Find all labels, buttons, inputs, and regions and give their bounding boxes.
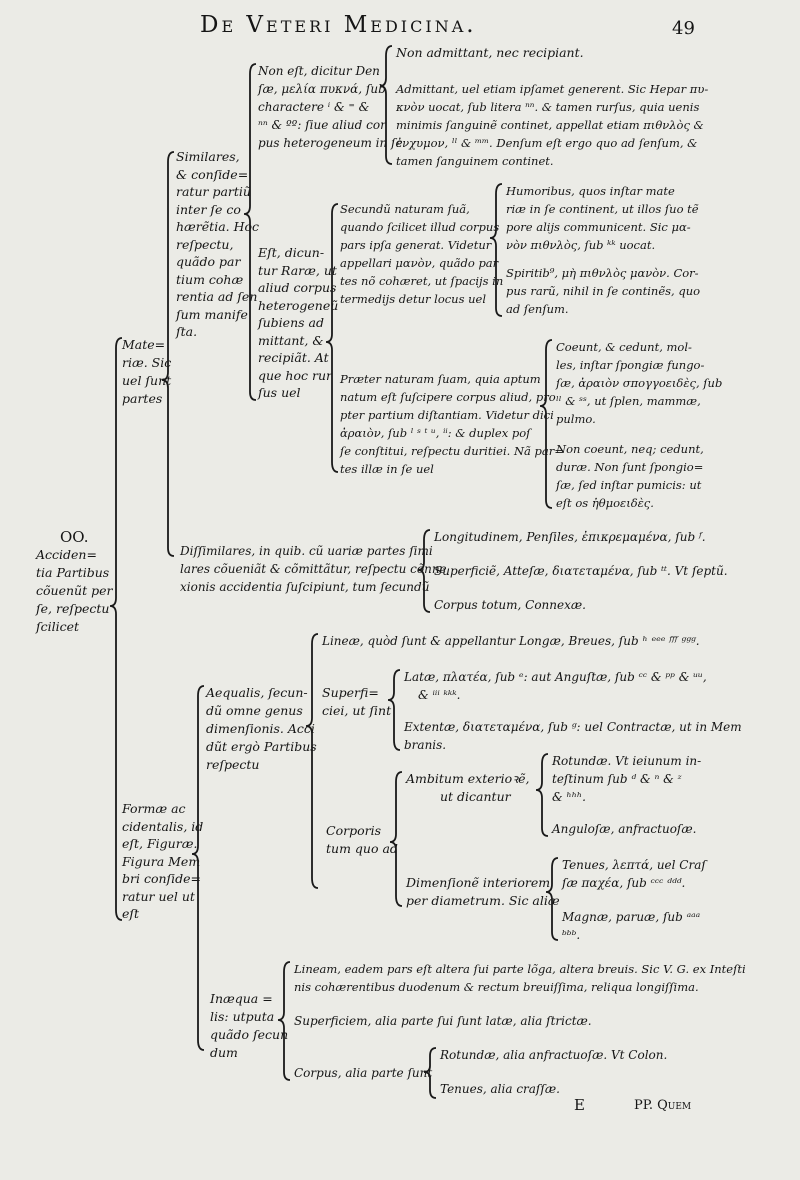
node-corpus-alia <box>294 1064 432 1082</box>
ambitum-line: Ambitum exterioꝛẽ, <box>406 771 530 786</box>
coeunt-line: pulmo. <box>556 412 596 426</box>
praeter-line: natum eſt ſuſcipere corpus aliud, pro <box>340 390 556 404</box>
tenues-line: ſæ παχέα, ſub ᶜᶜᶜ ᵈᵈᵈ. <box>562 876 686 890</box>
est-rarae-line: recipiãt. At <box>258 350 329 365</box>
est-rarae-line: heterogeneũ <box>258 297 339 313</box>
magnae-line: ᵇᵇᵇ. <box>562 928 581 942</box>
humoribus-line: riæ in ſe continent, ut illos ſuo tẽ <box>506 202 699 216</box>
node-aequalis <box>206 684 317 774</box>
lineam-line: Lineam, eadem pars eſt altera ſui parte lõga, altera breuis. Sic V. G. ex Inteſti <box>294 962 746 976</box>
aequalis-line: dũt ergò Partibus <box>206 739 317 754</box>
node-coeunt <box>556 338 722 428</box>
similares-line: ſum manife <box>176 306 248 322</box>
rotundae-colon-line: Rotundæ, alia anfractuoſæ. Vt Colon. <box>440 1048 668 1062</box>
node-secundum <box>340 200 503 308</box>
praeter-line: ἀραιὸν, ſub ˡ ˢ ᵗ ᵘ, ⁱⁱ: & duplex poſ <box>340 426 531 440</box>
page-number: 49 <box>672 18 695 39</box>
node-dimensione <box>406 874 560 910</box>
non-coeunt-line: duræ. Non ſunt ſpongio= <box>556 460 704 474</box>
node-latae <box>404 668 707 704</box>
similares-line: inter ſe co <box>176 201 241 217</box>
secundum-line: tes nõ cohæret, ut ſpacijs in <box>340 274 504 288</box>
lineae-line: Lineæ, quòd ſunt & appellantur Longæ, Breues, ſub ʰ ᵉᵉᵉ ᶠᶠᶠ ᵍᵍᵍ. <box>322 634 700 648</box>
non-coeunt-line: ſæ, ſed inſtar pumicis: ut <box>556 478 702 492</box>
humoribus-line: Humoribus, quos inſtar mate <box>506 184 675 198</box>
admittant-line: minimis ſanguinẽ continet, appellat etiam πιθνλὸς & <box>396 118 704 132</box>
inaequalis-line: lis: utputa <box>210 1009 275 1024</box>
tenues-crassae-line: Tenues, alia craſſæ. <box>440 1082 560 1096</box>
formae-line: eſt <box>122 906 140 921</box>
secundum-line: termedijs detur locus uel <box>340 292 487 306</box>
latae-line: & ⁱⁱⁱ ᵏᵏᵏ. <box>418 688 461 702</box>
longitudinem-line: Longitudinem, Penſiles, ἐπικρεμαμένα, ſub ᶠ. <box>434 530 706 544</box>
node-non-admittant <box>396 44 584 62</box>
coeunt-line: les, inſtar ſpongiæ fungo- <box>556 358 705 372</box>
corpus-totum-line: Corpus totum, Connexæ. <box>434 598 586 612</box>
superficiei-line: ciei, ut ſint <box>322 703 392 718</box>
node-dissimilares <box>180 542 447 596</box>
est-rarae-line: tur Raræ, ut <box>258 262 337 278</box>
formae-line: Formæ ac <box>122 801 186 816</box>
lineam-line: nis cohærentibus duodenum & rectum breuiſſima, reliqua longiſſima. <box>294 980 699 994</box>
dissimilares-line: xionis accidentia ſuſcipiunt, tum ſecundũ <box>180 580 430 594</box>
aequalis-line: dimenſionis. Acci <box>206 721 315 736</box>
admittant-line: κνὸν uocat, ſub litera ⁿⁿ. & tamen rurſus, quia uenis <box>396 100 700 114</box>
node-longitudinem <box>434 528 706 546</box>
praeter-line: ſe conſtitui, reſpectu duritiei. Nã par= <box>340 444 564 458</box>
superficiem-line: Superficiem, alia parte ſui ſunt latæ, alia ſtrictæ. <box>294 1014 592 1028</box>
node-magnae <box>562 908 700 944</box>
node-corporis <box>326 822 398 858</box>
corpus-alia-line: Corpus, alia parte ſunt <box>294 1066 433 1080</box>
rotundae-line: Rotundæ. Vt ieiunum in- <box>552 754 702 768</box>
magnae-line: Magnæ, paruæ, ſub ᵃᵃᵃ <box>562 910 701 924</box>
admittant-line: tamen ſanguinem continet. <box>396 154 554 168</box>
node-humoribus <box>506 182 699 254</box>
node-non-est <box>258 62 403 152</box>
node-inaequalis <box>210 990 288 1062</box>
similares-line: hærẽtia. Hoc <box>176 219 260 234</box>
aequalis-line: dũ omne genus <box>206 703 303 718</box>
rotundae-line: teſtinum ſub ᵈ & ⁿ & ᶻ <box>552 772 682 786</box>
angulosae-line: Anguloſæ, anfractuoſæ. <box>552 822 697 836</box>
aequalis-line: reſpectu <box>206 757 260 772</box>
root-line: cõuenũt per <box>36 583 113 598</box>
running-head: De Veteri Medicina. <box>200 12 477 38</box>
similares-line: tium cohæ <box>176 271 244 287</box>
humoribus-line: pore alijs communicent. Sic μα- <box>506 220 691 234</box>
similares-line: ſta. <box>176 324 198 339</box>
materia-line: uel ſunt <box>122 373 172 388</box>
node-praeter <box>340 370 564 478</box>
dimensione-line: per diametrum. Sic aliæ <box>406 893 560 908</box>
non-est-line: pus heterogeneum in ſe <box>258 136 403 150</box>
est-rarae-line: ſus uel <box>258 385 301 400</box>
coeunt-line: ſæ, ἀραιὸν σπογγοειδὲς, ſub <box>556 376 723 390</box>
non-est-line: charactere ⁱ & ⁼ & <box>258 100 370 114</box>
node-superficie <box>434 562 728 580</box>
brace-ambitum <box>536 754 548 836</box>
corporis-line: Corporis <box>326 823 381 838</box>
non-coeunt-line: eſt os ἠθμοειδὲς. <box>556 496 654 510</box>
similares-line: Similares, <box>176 149 240 164</box>
node-corpus-totum <box>434 596 586 614</box>
praeter-line: tes illæ in ſe uel <box>340 462 434 476</box>
materia-line: riæ. Sic <box>122 355 172 370</box>
materia-line: partes <box>122 391 163 406</box>
similares-line: quãdo par <box>176 254 241 269</box>
node-root <box>36 528 112 636</box>
node-spiritibus <box>506 264 700 318</box>
inaequalis-line: dum <box>210 1045 238 1060</box>
spiritibus-line: ad ſenſum. <box>506 302 569 316</box>
node-similares <box>176 148 259 341</box>
latae-line: Latæ, πλατέα, ſub ᵉ: aut Anguſtæ, ſub ᶜᶜ & ᵖᵖ & ᵘᵘ, <box>404 670 707 684</box>
extentae-line: Extentæ, διατεταμένα, ſub ᵍ: uel Contractæ, ut in Mem <box>404 720 742 734</box>
inaequalis-line: Inæqua = <box>210 991 273 1006</box>
node-tenues-crassae <box>440 1080 560 1098</box>
dissimilares-line: Diſſimilares, in quib. cũ uariæ partes ſimi <box>180 544 433 558</box>
admittant-line: ἐνχυμον, ˡˡ & ᵐᵐ. Denſum eſt ergo quo ad ſenſum, & <box>396 136 698 150</box>
est-rarae-line: mittant, & <box>258 332 324 348</box>
coeunt-line: ˡˡ & ˢˢ, ut ſplen, mammæ, <box>556 394 701 408</box>
root-line: Acciden= <box>36 547 97 562</box>
formae-line: cidentalis, id <box>122 818 204 834</box>
node-extentae <box>404 718 742 754</box>
non-est-line: ⁿⁿ & ºº: ſiue aliud cor <box>258 118 386 132</box>
spiritibus-line: pus rarũ, nihil in ſe continẽs, quo <box>506 284 701 298</box>
extentae-line: branis. <box>404 738 447 752</box>
node-admittant <box>396 80 708 170</box>
rotundae-line: & ʰʰʰ. <box>552 790 586 804</box>
node-tenues <box>562 856 706 892</box>
est-rarae-line: ſubiens ad <box>258 315 324 330</box>
node-lineam <box>294 960 746 996</box>
non-coeunt-line: Non coeunt, neq; cedunt, <box>556 442 704 456</box>
superficie-line: Superficiẽ, Atteſæ, διατεταμένα, ſub ᵗᵗ. Vt ſeptũ. <box>434 564 728 578</box>
est-rarae-line: aliud corpus <box>258 280 337 295</box>
formae-line: ratur uel ut <box>122 888 195 904</box>
dissimilares-line: lares cõueniãt & cõmittãtur, reſpectu cõnne <box>180 562 447 576</box>
aequalis-line: Aequalis, ſecun- <box>206 685 308 700</box>
node-rotundae-colon <box>440 1046 667 1064</box>
node-superficiem <box>294 1012 592 1030</box>
admittant-line: Admittant, uel etiam ipſamet generent. Sic Hepar πυ- <box>396 82 709 96</box>
est-rarae-line: que hoc rur <box>258 367 332 383</box>
node-non-coeunt <box>556 440 704 512</box>
praeter-line: Præter naturam ſuam, quia aptum <box>340 372 541 386</box>
signature-mark: E <box>574 1096 585 1114</box>
inaequalis-line: quãdo ſecun <box>210 1027 289 1042</box>
ambitum-line: ut dicantur <box>440 789 511 804</box>
corporis-line: tum quo ad <box>326 841 398 856</box>
non-est-line: ſæ, μελία πυκνά, ſub <box>258 82 386 96</box>
praeter-line: pter partium diſtantiam. Videtur dici <box>340 408 554 422</box>
coeunt-line: Coeunt, & cedunt, mol- <box>556 340 692 354</box>
similares-line: rentia ad ſen <box>176 289 258 304</box>
node-angulosae <box>552 820 696 838</box>
root-line: ſe, reſpectu <box>36 601 110 616</box>
node-lineae <box>322 632 700 650</box>
similares-line: reſpectu, <box>176 236 234 252</box>
root-label: OO. <box>60 528 89 546</box>
secundum-line: quando ſcilicet illud corpus <box>340 220 500 234</box>
node-rotundae <box>552 752 701 806</box>
node-superficiei <box>322 684 391 720</box>
non-est-line: Non eſt, dicitur Den <box>258 64 380 78</box>
catchword: PP. Quem <box>634 1098 692 1113</box>
superficiei-line: Superfi= <box>322 685 379 700</box>
spiritibus-line: Spiritib⁹, μὴ πιθνλὸς μανὸν. Cor- <box>506 266 699 280</box>
root-line: tia Partibus <box>36 565 110 580</box>
node-ambitum <box>406 770 529 806</box>
tenues-line: Tenues, λεπτά, uel Craſ <box>562 858 706 872</box>
materia-line: Mate= <box>122 337 166 352</box>
node-formae <box>122 800 203 923</box>
node-materia <box>122 336 171 408</box>
secundum-line: Secundũ naturam ſuã, <box>340 202 470 216</box>
node-est-rarae <box>258 244 338 402</box>
secundum-line: appellari μανὸν, quãdo par <box>340 256 499 270</box>
root-line: ſcilicet <box>36 619 80 634</box>
humoribus-line: νὸν πιθνλὸς, ſub ᵏᵏ uocat. <box>506 238 656 252</box>
formae-line: eſt, Figuræ. <box>122 836 198 851</box>
similares-line: & conſide= <box>176 166 249 182</box>
dimensione-line: Dimenſionẽ interiorem <box>406 875 551 890</box>
formae-line: bri conſide= <box>122 871 202 886</box>
secundum-line: pars ipſa generat. Videtur <box>340 238 492 252</box>
non-admittant-line: Non admittant, nec recipiant. <box>396 45 584 60</box>
est-rarae-line: Eſt, dicun- <box>258 245 325 260</box>
formae-line: Figura Mem <box>122 853 201 869</box>
similares-line: ratur partiũ <box>176 184 251 199</box>
